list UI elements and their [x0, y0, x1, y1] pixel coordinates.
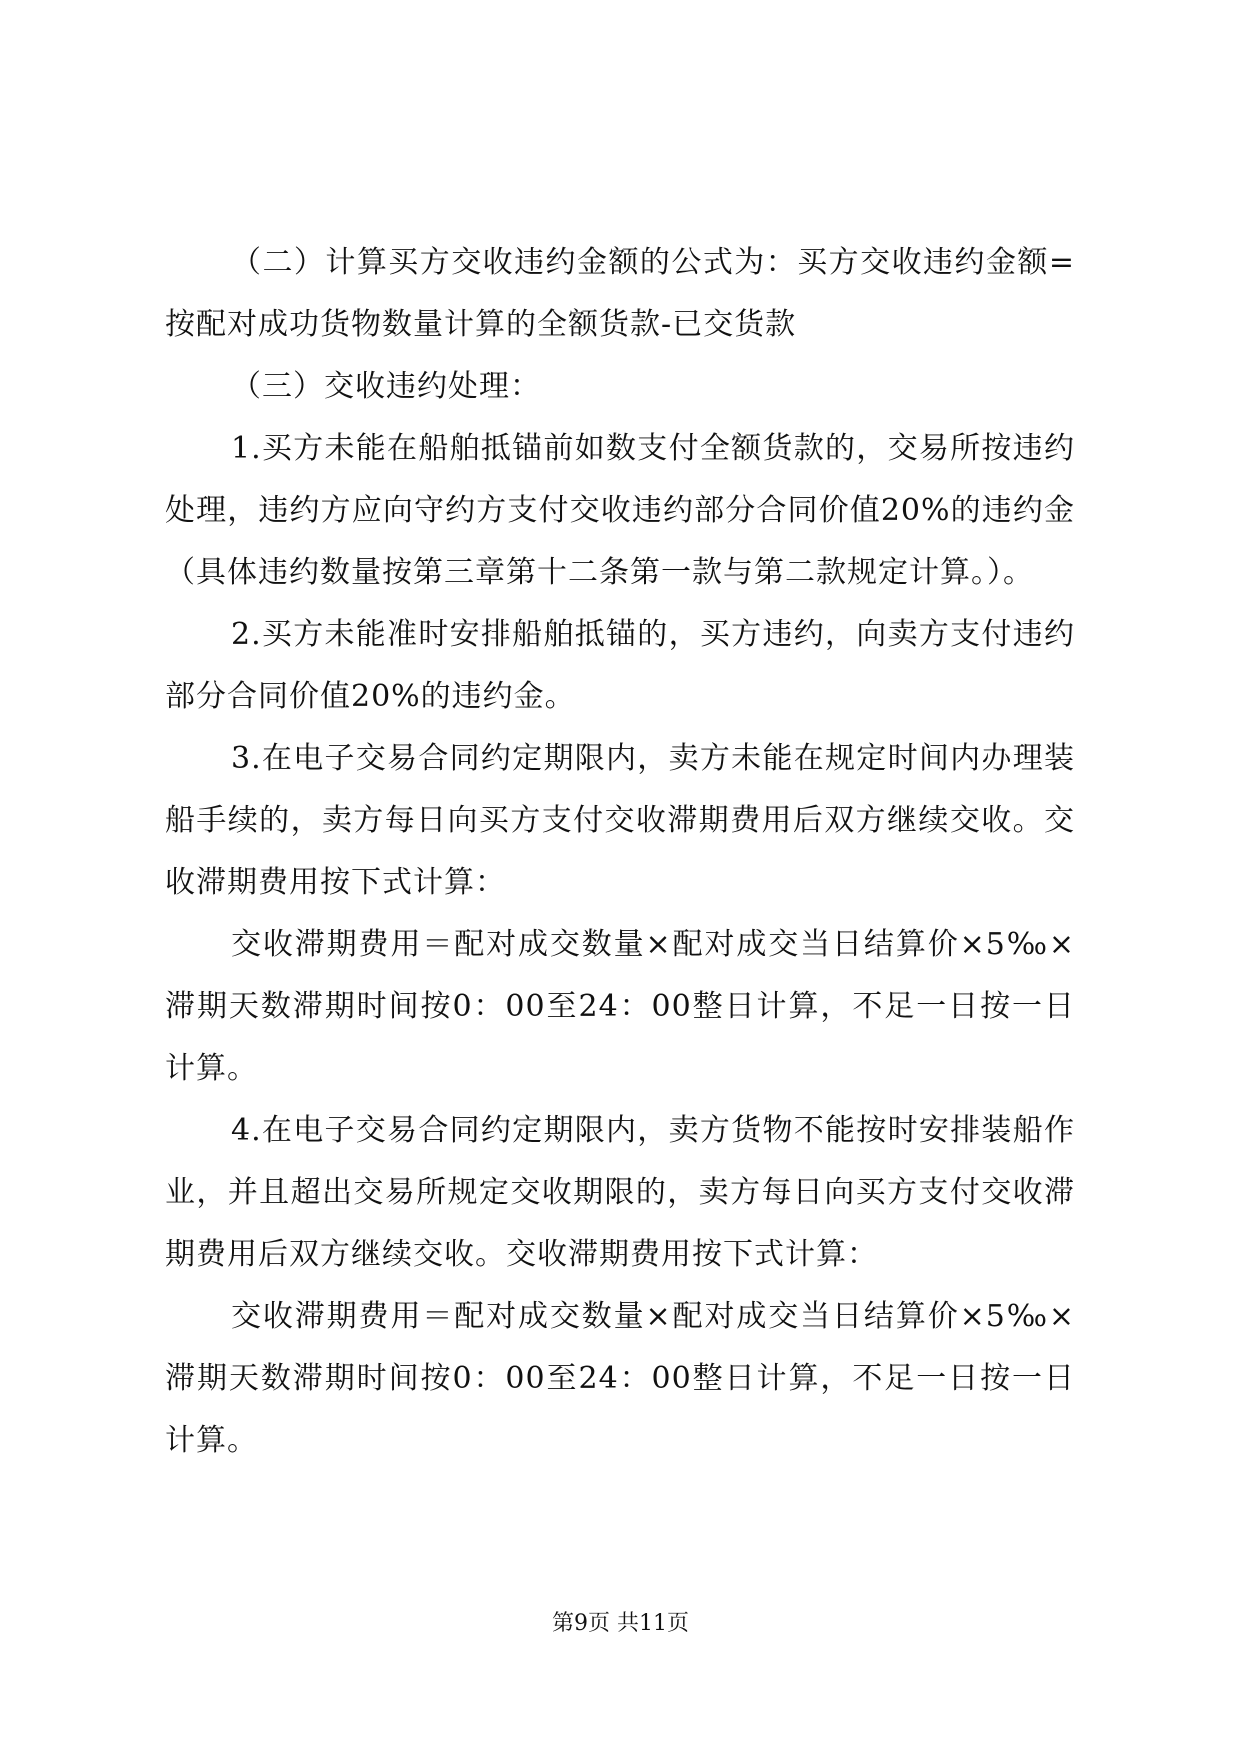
paragraph-formula-item-3: 交收滞期费用＝配对成交数量×配对成交当日结算价×5‰×滞期天数滞期时间按0：00至24：00整日计算，不足一日按一日计算。: [165, 927, 1075, 1086]
paragraph-formula: （二）计算买方交收违约金额的公式为：买方交收违约金额=按配对成功货物数量计算的全额货款-已交货款: [165, 245, 1075, 342]
paragraph-item-4: 4.在电子交易合同约定期限内，卖方货物不能按时安排装船作业，并且超出交易所规定交收期限的，卖方每日向买方支付交收滞期费用后双方继续交收。交收滞期费用按下式计算：: [165, 1113, 1075, 1272]
paragraph-heading-3: （三）交收违约处理：: [231, 369, 541, 404]
document-body: [165, 232, 1075, 1472]
paragraph-item-3: 3.在电子交易合同约定期限内，卖方未能在规定时间内办理装船手续的，卖方每日向买方支付交收滞期费用后双方继续交收。交收滞期费用按下式计算：: [165, 741, 1075, 900]
paragraph-item-1: 1.买方未能在船舶抵锚前如数支付全额货款的，交易所按违约处理，违约方应向守约方支付交收违约部分合同价值20%的违约金（具体违约数量按第三章第十二条第一款与第二款规定计算。）。: [165, 431, 1075, 590]
paragraph-item-2: 2.买方未能准时安排船舶抵锚的，买方违约，向卖方支付违约部分合同价值20%的违约金。: [165, 617, 1075, 714]
paragraph-formula-item-4: 交收滞期费用＝配对成交数量×配对成交当日结算价×5‰×滞期天数滞期时间按0：00至24：00整日计算，不足一日按一日计算。: [165, 1299, 1075, 1458]
page-number: 第9页 共11页: [552, 1611, 689, 1636]
page-footer: [0, 1609, 1241, 1639]
